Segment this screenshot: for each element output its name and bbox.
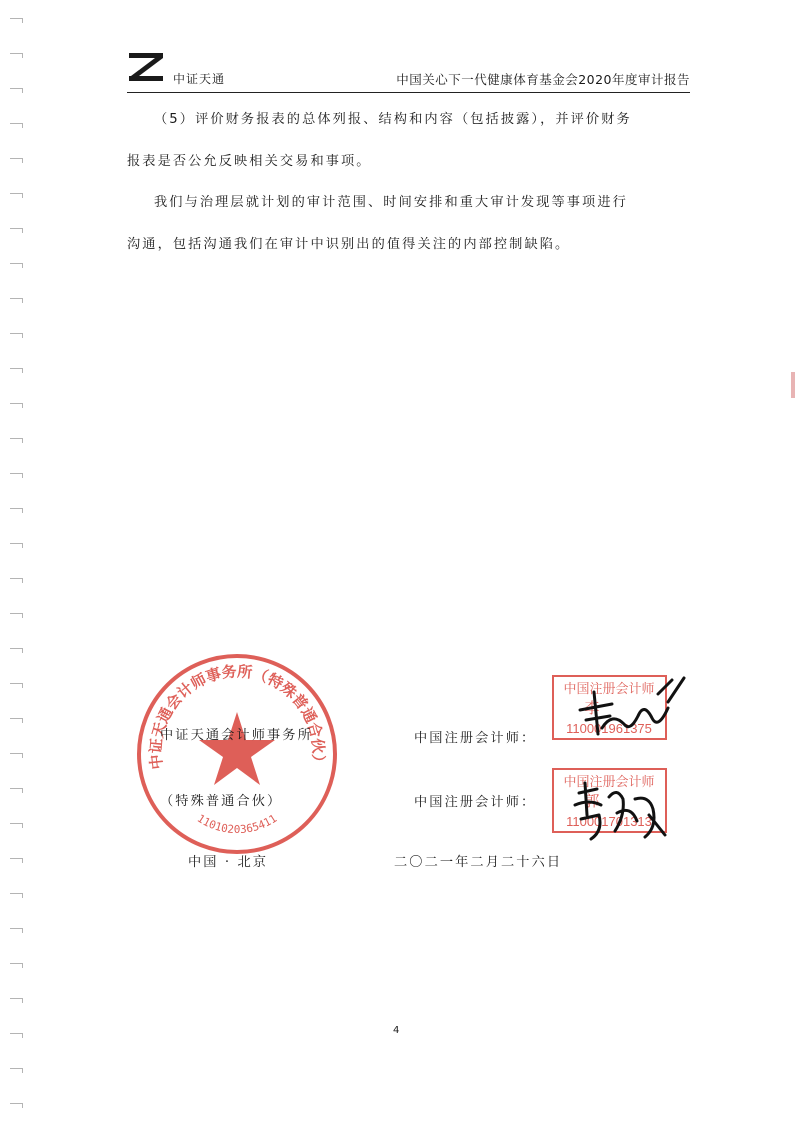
binding-mark xyxy=(10,368,23,373)
binding-mark xyxy=(10,508,23,513)
stamp-name: 郭 xyxy=(584,792,600,810)
binding-mark xyxy=(10,53,23,58)
binding-mark xyxy=(10,648,23,653)
binding-mark xyxy=(10,403,23,408)
binding-mark xyxy=(10,228,23,233)
stamp-title: 中国注册会计师 xyxy=(563,682,655,697)
report-title: 中国关心下一代健康体育基金会2020年度审计报告 xyxy=(396,72,690,87)
binding-mark xyxy=(10,333,23,338)
binding-mark xyxy=(10,193,23,198)
paragraph-line: （5）评价财务报表的总体列报、结构和内容（包括披露），并评价财务 xyxy=(154,112,632,127)
binding-mark xyxy=(10,298,23,303)
binding-mark xyxy=(10,823,23,828)
report-date: 二〇二一年二月二十六日 xyxy=(394,855,563,870)
handwritten-signature-2 xyxy=(565,775,685,855)
stamp-title: 中国注册会计师 xyxy=(563,775,655,790)
binding-mark xyxy=(10,263,23,268)
binding-mark xyxy=(10,578,23,583)
binding-mark xyxy=(10,893,23,898)
paragraph-line: 我们与治理层就计划的审计范围、时间安排和重大审计发现等事项进行 xyxy=(154,195,628,210)
svg-text:1101020365411 xyxy=(195,812,279,836)
binding-mark xyxy=(10,718,23,723)
binding-mark xyxy=(10,963,23,968)
binding-mark xyxy=(10,858,23,863)
firm-type: （特殊普通合伙） xyxy=(160,794,283,809)
paragraph-line: 报表是否公允反映相关交易和事项。 xyxy=(127,154,372,169)
binding-mark xyxy=(10,158,23,163)
binding-mark xyxy=(10,613,23,618)
binding-mark xyxy=(10,88,23,93)
firm-short-name: 中证天通 xyxy=(173,72,226,86)
binding-mark xyxy=(10,683,23,688)
stamp-name: 李 xyxy=(584,699,600,717)
page-header xyxy=(127,48,690,93)
binding-mark xyxy=(10,1103,23,1108)
firm-name: 中证天通会计师事务所 xyxy=(160,728,313,743)
binding-mark xyxy=(10,473,23,478)
edge-mark xyxy=(791,372,795,398)
binding-mark xyxy=(10,438,23,443)
binding-mark xyxy=(10,928,23,933)
location: 中国 · 北京 xyxy=(188,855,269,870)
binding-mark xyxy=(10,753,23,758)
stamp-number: 110001961375 xyxy=(566,721,652,736)
binding-mark xyxy=(10,998,23,1003)
binding-mark xyxy=(10,1033,23,1038)
firm-seal xyxy=(133,650,341,858)
binding-mark xyxy=(10,788,23,793)
binding-mark xyxy=(10,123,23,128)
cpa-label-1: 中国注册会计师： xyxy=(414,731,537,746)
seal-number: 1101020365411 xyxy=(194,811,280,837)
binding-mark xyxy=(10,18,23,23)
binding-mark xyxy=(10,543,23,548)
handwritten-signature-1 xyxy=(572,672,692,752)
star-icon xyxy=(199,712,275,785)
cpa-label-2: 中国注册会计师： xyxy=(414,795,537,810)
zhongzheng-logo-icon xyxy=(127,50,165,84)
paragraph-line: 沟通，包括沟通我们在审计中识别出的值得关注的内部控制缺陷。 xyxy=(127,237,571,252)
page-number: 4 xyxy=(393,1025,400,1036)
stamp-number: 110001701313 xyxy=(566,814,652,829)
binding-mark xyxy=(10,1068,23,1073)
seal-text: 中证天通会计师事务所（特殊普通合伙） xyxy=(146,662,328,771)
